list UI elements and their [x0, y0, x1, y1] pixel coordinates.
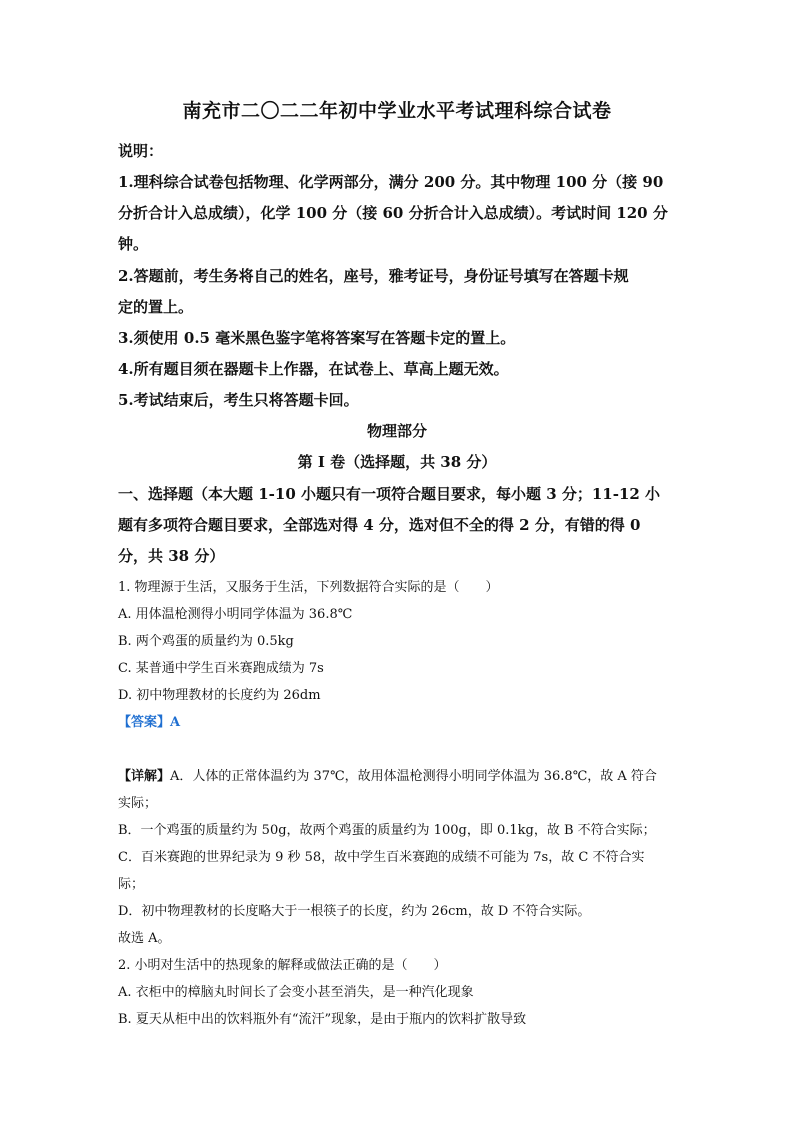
instruction-1-line-1: 1.理科综合试卷包括物理、化学两部分，满分 200 分。其中物理 100 分（接 90	[118, 173, 664, 191]
q2-option-b: B. 夏天从柜中出的饮料瓶外有“流汗”现象，是由于瓶内的饮料扩散导致	[118, 1012, 527, 1027]
page-title: 南充市二〇二二年初中学业水平考试理科综合试卷	[182, 100, 612, 122]
q1-option-b: B. 两个鸡蛋的质量约为 0.5kg	[118, 634, 294, 649]
q1-answer	[118, 711, 180, 730]
answer-tag: 【答案】	[118, 715, 171, 730]
answer-value: A	[170, 715, 181, 730]
instruction-2-line-2: 定的置上。	[118, 298, 194, 316]
q2-stem: 2. 小明对生活中的热现象的解释或做法正确的是（ ）	[118, 958, 447, 973]
instruction-1-line-2: 分折合计入总成绩），化学 100 分（接 60 分折合计入总成绩）。考试时间 120 分	[118, 204, 668, 222]
instruction-4: 4.所有题目须在器题卡上作器，在试卷上、草高上题无效。	[118, 360, 509, 378]
question-type-line-1: 一、选择题（本大题 1-10 小题只有一项符合题目要求，每小题 3 分；11-12 小	[118, 485, 661, 503]
instructions-heading: 说明：	[118, 142, 164, 160]
q1-option-a: A. 用体温枪测得小明同学体温为 36.8℃	[118, 607, 353, 622]
q1-detail-line-4: C．百米赛跑的世界纪录为 9 秒 58，故中学生百米赛跑的成绩不可能为 7s，故 C 不符合实	[118, 850, 645, 865]
detail-tag: 【详解】	[118, 769, 171, 784]
q1-detail-line-6: D．初中物理教材的长度略大于一根筷子的长度，约为 26cm，故 D 不符合实际。	[118, 904, 591, 919]
q1-conclusion: 故选 A。	[118, 931, 171, 946]
instruction-5: 5.考试结束后，考生只将答题卡回。	[118, 391, 359, 409]
detail-text: A．人体的正常体温约为 37℃，故用体温枪测得小明同学体温为 36.8℃，故 A 符合	[170, 769, 657, 784]
question-type-line-3: 分，共 38 分）	[118, 547, 225, 565]
q1-detail-line-5: 际；	[118, 877, 145, 892]
q1-detail-line-2: 实际；	[118, 796, 158, 811]
q1-option-c: C. 某普通中学生百米赛跑成绩为 7s	[118, 661, 324, 676]
section-part: 物理部分	[366, 422, 427, 440]
instruction-3: 3.须使用 0.5 毫米黑色鉴字笔将答案写在答题卡定的置上。	[118, 329, 516, 347]
q1-detail-line-3: B．一个鸡蛋的质量约为 50g，故两个鸡蛋的质量约为 100g，即 0.1kg，故 B 不符合实际；	[118, 823, 656, 838]
q2-option-a: A. 衣柜中的樟脑丸时间长了会变小甚至消失，是一种汽化现象	[118, 985, 474, 1000]
q1-detail-line-1	[118, 765, 657, 784]
q1-option-d: D. 初中物理教材的长度约为 26dm	[118, 688, 321, 703]
section-volume: 第 I 卷（选择题，共 38 分）	[297, 453, 497, 471]
instruction-2-line-1: 2.答题前，考生务将自己的姓名，座号，雅考证号，身份证号填写在答题卡规	[118, 267, 629, 285]
instruction-1-line-3: 钟。	[118, 235, 149, 253]
question-type-line-2: 题有多项符合题目要求，全部选对得 4 分，选对但不全的得 2 分，有错的得 0	[118, 516, 641, 534]
q1-stem: 1. 物理源于生活，又服务于生活，下列数据符合实际的是（ ）	[118, 580, 499, 595]
